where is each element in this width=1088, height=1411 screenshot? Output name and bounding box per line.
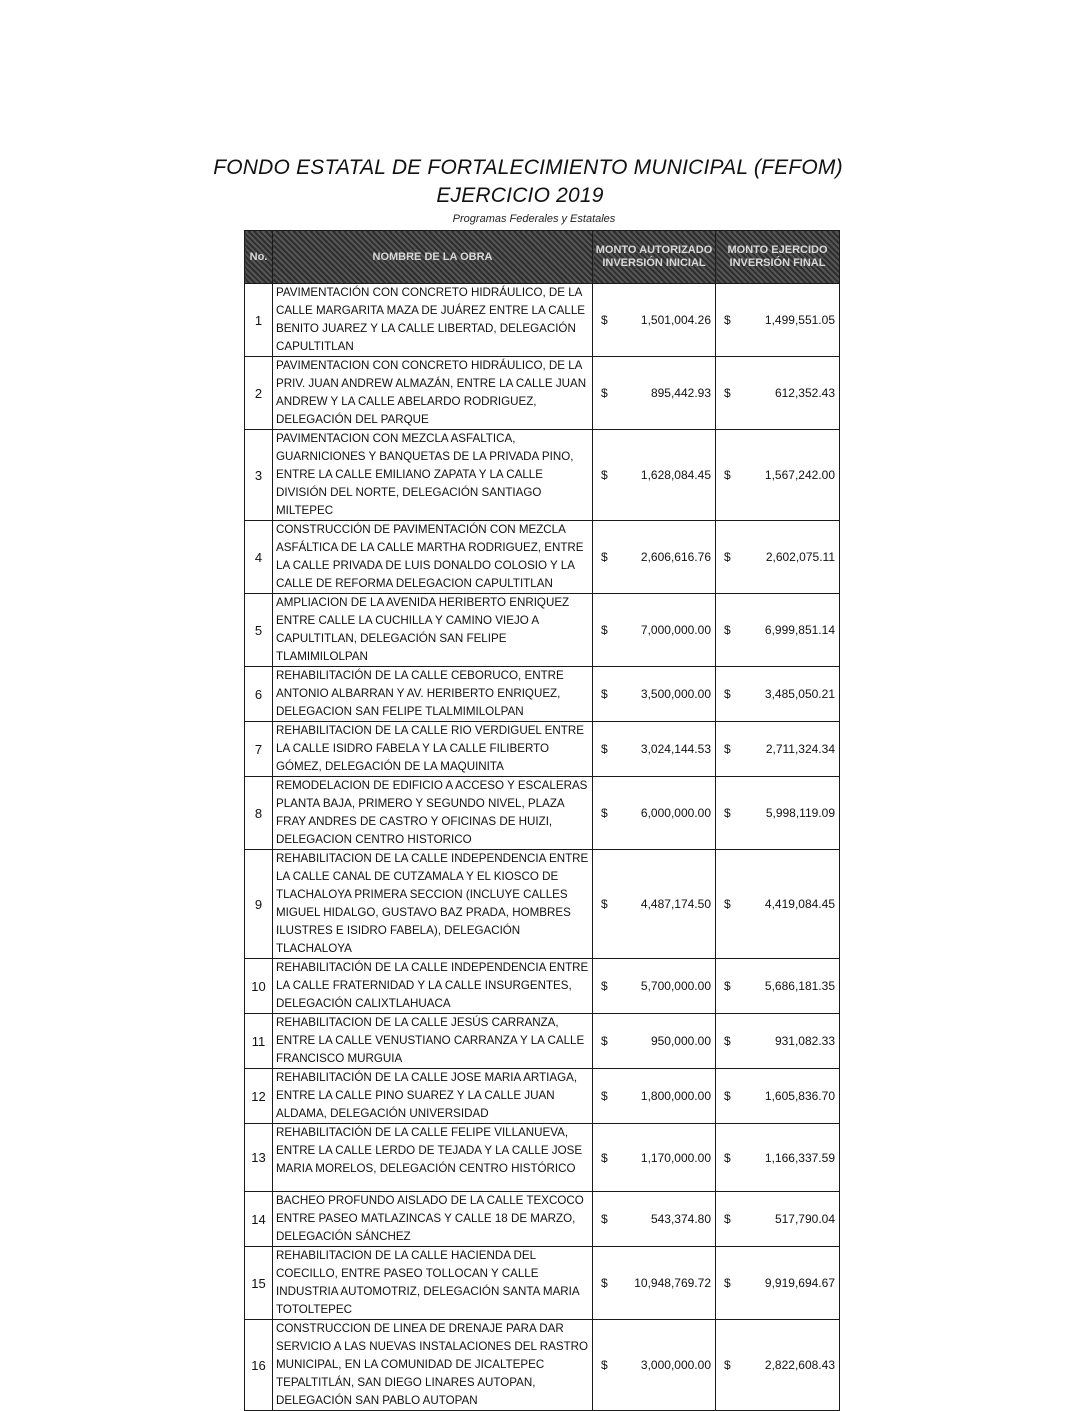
investment-cell <box>593 722 716 777</box>
works-table <box>244 230 840 1411</box>
table-row <box>245 1014 840 1069</box>
table-row <box>245 1320 840 1411</box>
investment-amount: 950,000.00 <box>650 1034 711 1048</box>
investment-cell <box>593 1192 716 1247</box>
currency-symbol: $ <box>601 1212 608 1226</box>
currency-symbol: $ <box>724 1150 731 1165</box>
currency-symbol: $ <box>724 742 731 756</box>
investment-amount: 3,500,000.00 <box>640 687 711 701</box>
table-row <box>245 777 840 850</box>
row-number: 7 <box>245 722 273 777</box>
investment-cell <box>593 1124 716 1192</box>
investment-amount: 3,000,000.00 <box>640 1358 711 1372</box>
work-name: BACHEO PROFUNDO AISLADO DE LA CALLE TEXCOCO ENTRE PASEO MATLAZINCAS Y CALLE 18 DE MARZO, DELEGACIÓN SÁNCHEZ <box>273 1192 593 1247</box>
row-number: 9 <box>245 850 273 959</box>
document-subtitle: Programas Federales y Estatales <box>452 213 616 225</box>
exercised-amount: 3,485,050.21 <box>764 687 835 701</box>
investment-cell <box>593 594 716 667</box>
exercised-amount: 1,166,337.59 <box>764 1150 835 1165</box>
investment-amount: 1,170,000.00 <box>640 1150 711 1165</box>
row-number: 11 <box>245 1014 273 1069</box>
investment-amount: 543,374.80 <box>650 1212 711 1226</box>
currency-symbol: $ <box>724 687 731 701</box>
currency-symbol: $ <box>724 979 731 993</box>
row-number: 14 <box>245 1192 273 1247</box>
work-name: PAVIMENTACION CON CONCRETO HIDRÁULICO, DE LA PRIV. JUAN ANDREW ALMAZÁN, ENTRE LA CALLE JUAN ANDREW Y LA CALLE ABELARDO RODRIGUEZ, DELEGACIÓN DEL PARQUE <box>273 357 593 430</box>
work-name: REMODELACION DE EDIFICIO A ACCESO Y ESCALERAS PLANTA BAJA, PRIMERO Y SEGUNDO NIVEL, PLAZA FRAY ANDRES DE CASTRO Y OFICINAS DE HUIZI, DELEGACION CENTRO HISTORICO <box>273 777 593 850</box>
currency-symbol: $ <box>601 550 608 564</box>
investment-amount: 1,800,000.00 <box>640 1089 711 1103</box>
investment-cell <box>593 284 716 357</box>
row-number: 6 <box>245 667 273 722</box>
exercised-amount: 2,602,075.11 <box>765 550 835 564</box>
currency-symbol: $ <box>601 1358 608 1372</box>
investment-amount: 3,024,144.53 <box>640 742 711 756</box>
currency-symbol: $ <box>601 623 608 637</box>
table-row <box>245 1192 840 1247</box>
exercised-amount: 1,567,242.00 <box>764 468 835 482</box>
exercised-amount: 931,082.33 <box>774 1034 835 1048</box>
work-name: PAVIMENTACION CON MEZCLA ASFALTICA, GUARNICIONES Y BANQUETAS DE LA PRIVADA PINO, ENTRE LA CALLE EMILIANO ZAPATA Y LA CALLE DIVISIÓN DEL NORTE, DELEGACIÓN SANTIAGO MILTEPEC <box>273 430 593 521</box>
work-name: CONSTRUCCIÓN DE PAVIMENTACIÓN CON MEZCLA ASFÁLTICA DE LA CALLE MARTHA RODRIGUEZ, ENTRE LA CALLE PRIVADA DE LUIS DONALDO COLOSIO Y LA CALLE DE REFORMA DELEGACION CAPULTITLAN <box>273 521 593 594</box>
table-row <box>245 594 840 667</box>
work-name: REHABILITACIÓN DE LA CALLE FELIPE VILLANUEVA, ENTRE LA CALLE LERDO DE TEJADA Y LA CALLE JOSE MARIA MORELOS, DELEGACIÓN CENTRO HISTÓRICO <box>273 1124 593 1192</box>
work-name: REHABILITACION DE LA CALLE RIO VERDIGUEL ENTRE LA CALLE ISIDRO FABELA Y LA CALLE FILIBERTO GÓMEZ, DELEGACIÓN DE LA MAQUINITA <box>273 722 593 777</box>
currency-symbol: $ <box>724 1276 731 1290</box>
exercised-cell <box>716 722 840 777</box>
investment-cell <box>593 850 716 959</box>
exercised-cell <box>716 521 840 594</box>
header-no: No. <box>245 231 273 284</box>
investment-cell <box>593 777 716 850</box>
investment-cell <box>593 357 716 430</box>
currency-symbol: $ <box>724 1358 731 1372</box>
table-row <box>245 521 840 594</box>
exercised-cell <box>716 1192 840 1247</box>
currency-symbol: $ <box>724 1212 731 1226</box>
currency-symbol: $ <box>601 1276 608 1290</box>
row-number: 5 <box>245 594 273 667</box>
exercised-amount: 5,998,119.09 <box>765 806 835 820</box>
investment-amount: 4,487,174.50 <box>640 897 711 911</box>
exercised-amount: 612,352.43 <box>774 386 835 400</box>
exercised-amount: 5,686,181.35 <box>764 979 835 993</box>
exercised-cell <box>716 777 840 850</box>
exercised-amount: 1,499,551.05 <box>764 313 835 327</box>
currency-symbol: $ <box>724 468 731 482</box>
investment-cell <box>593 959 716 1014</box>
row-number: 13 <box>245 1124 273 1192</box>
work-name: REHABILITACION DE LA CALLE INDEPENDENCIA ENTRE LA CALLE CANAL DE CUTZAMALA Y EL KIOSCO DE TLACHALOYA PRIMERA SECCION (INCLUYE CALLES MIGUEL HIDALGO, GUSTAVO BAZ PRADA, HOMBRES ILUSTRES E ISIDRO FABELA), DELEGACIÓN TLACHALOYA <box>273 850 593 959</box>
currency-symbol: $ <box>601 979 608 993</box>
exercised-cell <box>716 1124 840 1192</box>
exercised-cell <box>716 667 840 722</box>
currency-symbol: $ <box>724 1089 731 1103</box>
exercised-cell <box>716 850 840 959</box>
investment-amount: 2,606,616.76 <box>640 550 711 564</box>
exercised-cell <box>716 1014 840 1069</box>
investment-cell <box>593 1247 716 1320</box>
currency-symbol: $ <box>724 313 731 327</box>
table-row <box>245 284 840 357</box>
currency-symbol: $ <box>601 386 608 400</box>
table-row <box>245 1069 840 1124</box>
work-name: REHABILITACION DE LA CALLE HACIENDA DEL COECILLO, ENTRE PASEO TOLLOCAN Y CALLE INDUSTRIA AUTOMOTRIZ, DELEGACIÓN SANTA MARIA TOTOLTEPEC <box>273 1247 593 1320</box>
work-name: REHABILITACIÓN DE LA CALLE INDEPENDENCIA ENTRE LA CALLE FRATERNIDAD Y LA CALLE INSURGENTES, DELEGACIÓN CALIXTLAHUACA <box>273 959 593 1014</box>
exercised-cell <box>716 594 840 667</box>
currency-symbol: $ <box>601 742 608 756</box>
table-header-row <box>245 231 840 284</box>
investment-cell <box>593 1069 716 1124</box>
investment-cell <box>593 521 716 594</box>
row-number: 4 <box>245 521 273 594</box>
exercised-amount: 4,419,084.45 <box>764 897 835 911</box>
header-exercised: MONTO EJERCIDO INVERSIÓN FINAL <box>716 231 840 284</box>
row-number: 10 <box>245 959 273 1014</box>
row-number: 1 <box>245 284 273 357</box>
currency-symbol: $ <box>724 386 731 400</box>
investment-amount: 10,948,769.72 <box>634 1276 711 1290</box>
currency-symbol: $ <box>601 1089 608 1103</box>
header-name: NOMBRE DE LA OBRA <box>273 231 593 284</box>
row-number: 3 <box>245 430 273 521</box>
table-row <box>245 850 840 959</box>
exercised-amount: 6,999,851.14 <box>764 623 835 637</box>
currency-symbol: $ <box>724 623 731 637</box>
exercised-amount: 1,605,836.70 <box>764 1089 835 1103</box>
row-number: 12 <box>245 1069 273 1124</box>
table-row <box>245 430 840 521</box>
work-name: REHABILITACIÓN DE LA CALLE JOSE MARIA ARTIAGA, ENTRE LA CALLE PINO SUAREZ Y LA CALLE JUAN ALDAMA, DELEGACIÓN UNIVERSIDAD <box>273 1069 593 1124</box>
table-row <box>245 722 840 777</box>
table-row <box>245 357 840 430</box>
table-row <box>245 1124 840 1192</box>
exercised-amount: 9,919,694.67 <box>764 1276 835 1290</box>
currency-symbol: $ <box>601 687 608 701</box>
exercised-cell <box>716 284 840 357</box>
investment-amount: 1,628,084.45 <box>640 468 711 482</box>
currency-symbol: $ <box>724 806 731 820</box>
row-number: 2 <box>245 357 273 430</box>
work-name: REHABILITACION DE LA CALLE JESÚS CARRANZA, ENTRE LA CALLE VENUSTIANO CARRANZA Y LA CALLE FRANCISCO MURGUIA <box>273 1014 593 1069</box>
table-row <box>245 959 840 1014</box>
exercised-cell <box>716 1247 840 1320</box>
exercised-cell <box>716 959 840 1014</box>
exercised-amount: 2,711,324.34 <box>765 742 835 756</box>
currency-symbol: $ <box>601 313 608 327</box>
investment-cell <box>593 1014 716 1069</box>
row-number: 15 <box>245 1247 273 1320</box>
investment-cell <box>593 667 716 722</box>
document-title: FONDO ESTATAL DE FORTALECIMIENTO MUNICIPAL (FEFOM) <box>213 156 843 179</box>
currency-symbol: $ <box>601 1034 608 1048</box>
work-name: AMPLIACION DE LA AVENIDA HERIBERTO ENRIQUEZ ENTRE CALLE LA CUCHILLA Y CAMINO VIEJO A CAPULTITLAN, DELEGACIÓN SAN FELIPE TLAMIMILOLPAN <box>273 594 593 667</box>
investment-amount: 5,700,000.00 <box>640 979 711 993</box>
currency-symbol: $ <box>724 897 731 911</box>
header-investment: MONTO AUTORIZADO INVERSIÓN INICIAL <box>593 231 716 284</box>
investment-amount: 895,442.93 <box>650 386 711 400</box>
exercised-cell <box>716 430 840 521</box>
investment-cell <box>593 430 716 521</box>
exercised-cell <box>716 1320 840 1411</box>
currency-symbol: $ <box>601 806 608 820</box>
investment-cell <box>593 1320 716 1411</box>
investment-amount: 7,000,000.00 <box>640 623 711 637</box>
currency-symbol: $ <box>601 1150 608 1165</box>
work-name: PAVIMENTACIÓN CON CONCRETO HIDRÁULICO, DE LA CALLE MARGARITA MAZA DE JUÁREZ ENTRE LA CALLE BENITO JUAREZ Y LA CALLE LIBERTAD, DELEGACIÓN CAPULTITLAN <box>273 284 593 357</box>
table-row <box>245 1247 840 1320</box>
currency-symbol: $ <box>601 468 608 482</box>
currency-symbol: $ <box>724 1034 731 1048</box>
investment-amount: 1,501,004.26 <box>640 313 711 327</box>
row-number: 8 <box>245 777 273 850</box>
table-row <box>245 667 840 722</box>
exercised-cell <box>716 1069 840 1124</box>
document-year: EJERCICIO 2019 <box>436 184 604 207</box>
investment-amount: 6,000,000.00 <box>640 806 711 820</box>
exercised-cell <box>716 357 840 430</box>
currency-symbol: $ <box>724 550 731 564</box>
work-name: REHABILITACIÓN DE LA CALLE CEBORUCO, ENTRE ANTONIO ALBARRAN Y AV. HERIBERTO ENRIQUEZ, DELEGACION SAN FELIPE TLALMIMILOLPAN <box>273 667 593 722</box>
currency-symbol: $ <box>601 897 608 911</box>
work-name: CONSTRUCCION DE LINEA DE DRENAJE PARA DAR SERVICIO A LAS NUEVAS INSTALACIONES DEL RASTRO MUNICIPAL, EN LA COMUNIDAD DE JICALTEPEC TEPALTITLÁN, SAN DIEGO LINARES AUTOPAN, DELEGACIÓN SAN PABLO AUTOPAN <box>273 1320 593 1411</box>
exercised-amount: 517,790.04 <box>774 1212 835 1226</box>
exercised-amount: 2,822,608.43 <box>764 1358 835 1372</box>
row-number: 16 <box>245 1320 273 1411</box>
